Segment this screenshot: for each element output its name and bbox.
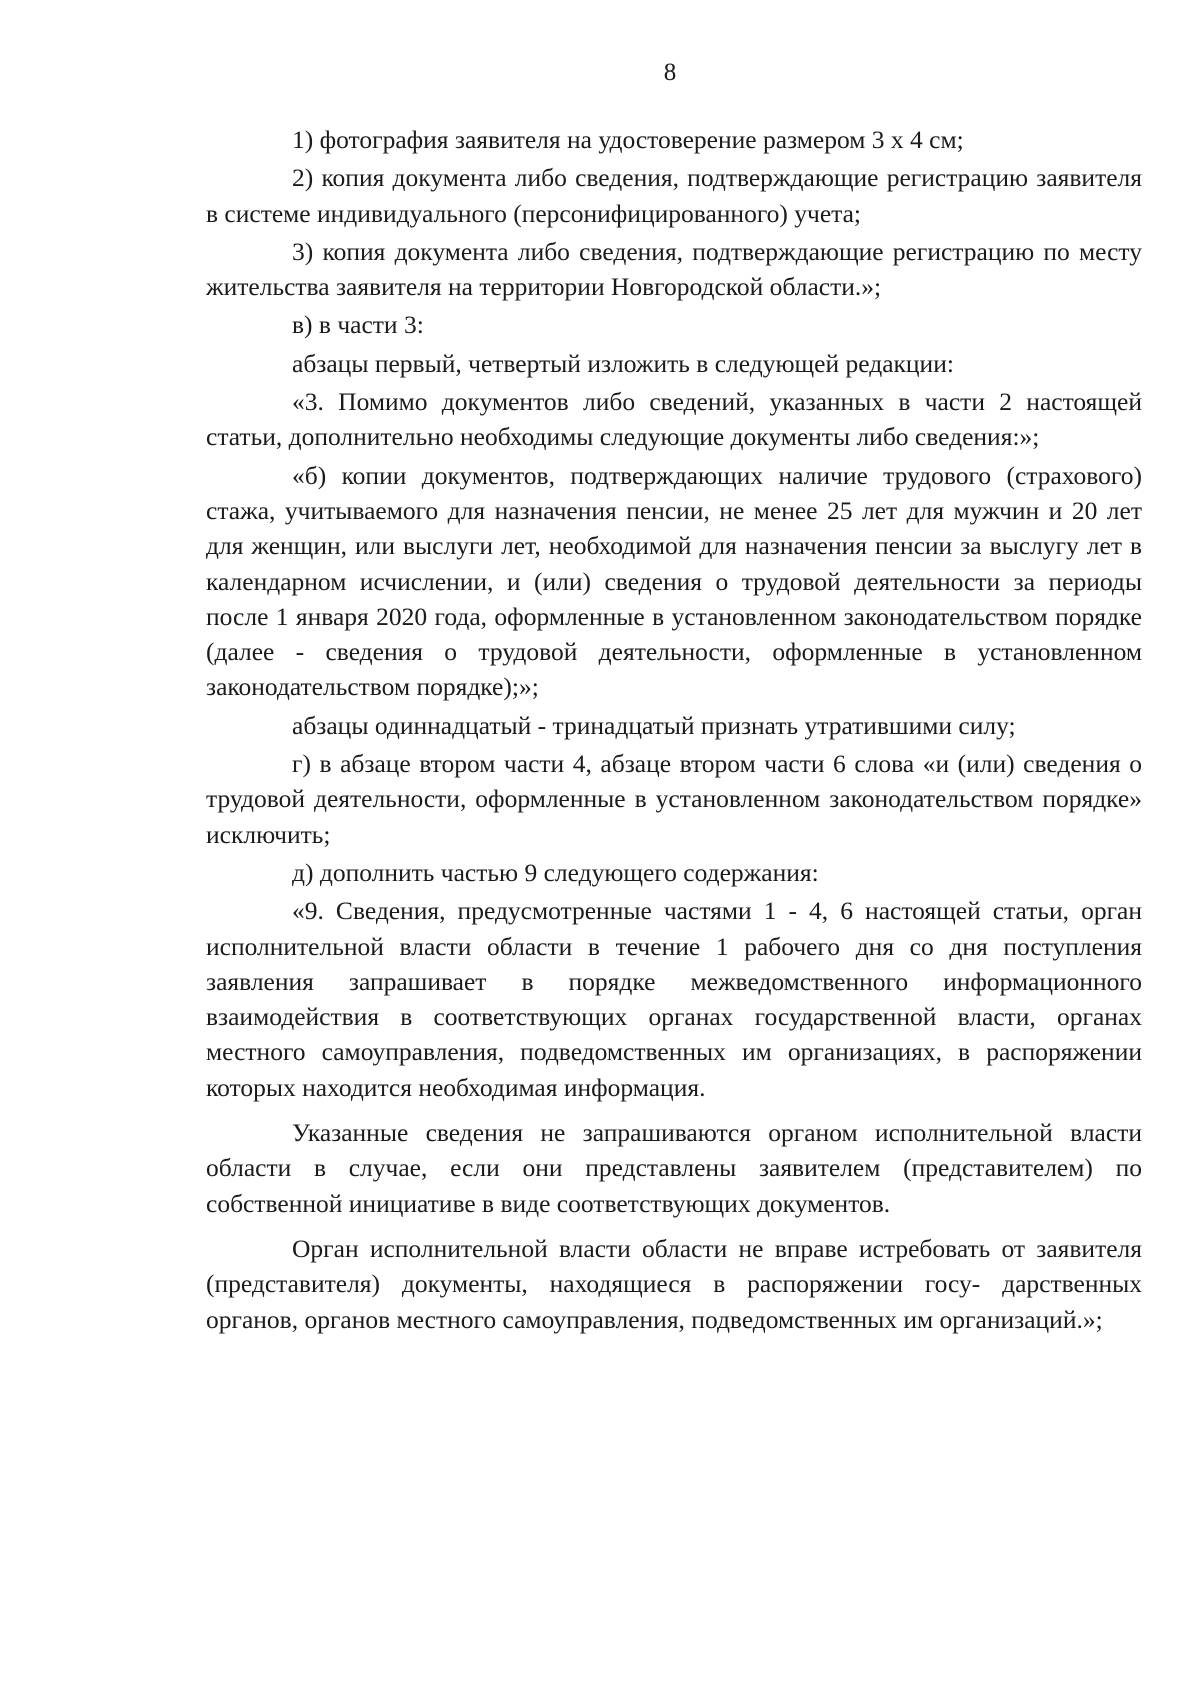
paragraph-9: г) в абзаце втором части 4, абзаце втором части 6 слова «и (или) сведения о трудовой деятельности, оформленные в установленном законодательством порядке» исключить;	[206, 749, 1142, 849]
paragraph-13: Орган исполнительной власти области не вправе истребовать от заявителя (представителя) документы, находящиеся в распоряжении госу- дарственных органов, органов местного самоуправления, подведомственных им организаций.»;	[206, 1233, 1142, 1334]
paragraph-6: «3. Помимо документов либо сведений, указанных в части 2 настоящей статьи, дополнительно необходимы следующие документы либо сведения:»;	[206, 387, 1142, 452]
paragraph-1: 1) фотография заявителя на удостоверение размером 3 х 4 см;	[292, 125, 964, 154]
paragraph-5: абзацы первый, четвертый изложить в следующей редакции:	[292, 348, 954, 378]
paragraph-8: абзацы одиннадцатый - тринадцатый признать утратившими силу;	[292, 710, 1016, 740]
paragraph-7: «б) копии документов, подтверждающих наличие трудового (страхового) стажа, учитываемого для назначения пенсии, не менее 25 лет для мужчин и 20 лет для женщин, или выслуги лет, необходимой для назначения пенсии за выслугу лет в календарном исчислении, и (или) сведения о трудовой деятельности за периоды после 1 января 2020 года, оформленные в установленном законодательством порядке (далее - сведения о трудовой деятельности, оформленные в установленном законодательством порядке);»;	[206, 460, 1142, 702]
page-number: 8	[663, 59, 677, 86]
paragraph-3: 3) копия документа либо сведения, подтверждающие регистрацию по месту жительства заявителя на территории Новгородской области.»;	[206, 236, 1142, 302]
paragraph-10: д) дополнить частью 9 следующего содержания:	[292, 857, 819, 887]
document-body	[206, 122, 1142, 1337]
paragraph-2: 2) копия документа либо сведения, подтверждающие регистрацию заявителя в системе индивидуального (персонифицированного) учета;	[206, 163, 1142, 228]
paragraph-12: Указанные сведения не запрашиваются органом исполнительной власти области в случае, если они представлены заявителем (представителем) по собственной инициативе в виде соответствующих документов.	[206, 1118, 1142, 1218]
paragraph-4: в) в части 3:	[292, 310, 424, 340]
paragraph-11: «9. Сведения, предусмотренные частями 1 - 4, 6 настоящей статьи, орган исполнительной власти области в течение 1 рабочего дня со дня поступления заявления запрашивает в порядке межведомственного информационного взаимодействия в соответствующих органах государственной власти, органах местного самоуправления, подведомственных им организациях, в распоряжении которых находится необходимая информация.	[206, 896, 1142, 1102]
